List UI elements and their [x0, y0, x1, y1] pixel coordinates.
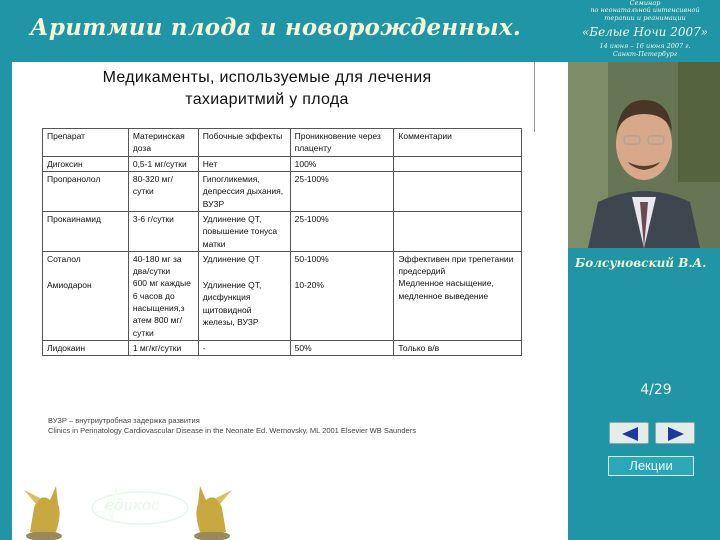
- cell-drug-amiodarone: Амиодарон: [47, 280, 92, 291]
- conference-info: [570, 0, 720, 58]
- cell-placental-sotalol: 50-100%: [294, 253, 329, 264]
- cell-placental-amiodarone: 10-20%: [294, 280, 324, 291]
- triangle-right-icon: [656, 423, 696, 445]
- cell-placental: 25-100%: [290, 211, 394, 251]
- table-title-line1: Медикаменты, используемые для лечения: [102, 69, 432, 86]
- table-title-line2: тахиаритмий у плода: [185, 90, 349, 108]
- cell-dose: 1 мг/кг/сутки: [128, 341, 198, 356]
- table-row: [43, 341, 522, 356]
- table-row: [43, 251, 522, 340]
- footnote-abbrev: ВУЗР – внутриутробная задержка развития: [48, 416, 200, 425]
- cell-comments-amiodarone: Медленное насыщение, медленное выведение: [398, 278, 494, 301]
- author-photo: [568, 62, 720, 248]
- lectures-button[interactable]: Лекции: [608, 456, 694, 476]
- footnote-reference: Clinics in Perinatology Cardiovascular Disease in the Neonate Ed. Wernovsky, ML 2001 Elsevier WB Saunders: [48, 426, 416, 436]
- slide-title-header: Аритмии плода и новорожденных.: [30, 14, 522, 41]
- table-title: [12, 67, 522, 110]
- author-portrait-image: [568, 62, 720, 248]
- logo-text: едикос: [105, 496, 160, 514]
- conference-line3: терапии и реанимации: [604, 13, 686, 22]
- cell-dose: 3-6 г/сутки: [128, 211, 198, 251]
- footer-logo-decoration: [0, 478, 568, 540]
- cell-drug: Пропранолол: [43, 171, 129, 211]
- cell-dose: 80-320 мг/сутки: [128, 171, 198, 211]
- cell-side-effects: -: [198, 341, 290, 356]
- cell-placental: 25-100%: [290, 171, 394, 211]
- cell-dose: [128, 251, 198, 340]
- cell-dose: 0,5-1 мг/сутки: [128, 156, 198, 171]
- griffin-right-icon: [194, 486, 232, 540]
- header-drug: Препарат: [43, 129, 129, 157]
- header-dose: Материнская доза: [128, 129, 198, 157]
- cell-drug: Лидокаин: [43, 341, 129, 356]
- table-row: [43, 171, 522, 211]
- cell-drug: Прокаинамид: [43, 211, 129, 251]
- griffin-left-icon: [24, 486, 62, 540]
- cell-comments-sotalol: Эффективен при трепетании предсердий: [398, 253, 514, 277]
- cell-drug: Дигоксин: [43, 156, 129, 171]
- ecg-decoration: [527, 117, 567, 147]
- cell-side-effects-amiodarone: Удлинение QT, дисфункция щитовидной железы, ВУЗР: [202, 280, 262, 328]
- cell-comments: [394, 171, 522, 211]
- cell-side-effects: [198, 251, 290, 340]
- next-slide-button[interactable]: [655, 422, 695, 444]
- cell-comments: [394, 251, 522, 340]
- table-row: [43, 156, 522, 171]
- cell-side-effects: Гипогликемия, депрессия дыхания, ВУЗР: [198, 171, 290, 211]
- cell-comments: [394, 211, 522, 251]
- cell-side-effects-sotalol: Удлинение QT: [202, 253, 260, 264]
- medications-table: [42, 128, 522, 356]
- cell-comments: Только в/в: [394, 341, 522, 356]
- conference-line1: Семинар: [629, 0, 661, 7]
- conference-city: Санкт-Петербург: [612, 49, 678, 58]
- page-indicator: 4/29: [640, 382, 672, 398]
- cell-placental: 50%: [290, 341, 394, 356]
- slide-content: [12, 62, 568, 540]
- footnotes: [48, 416, 528, 436]
- cell-dose-sotalol: 40-180 мг за два/сутки: [132, 253, 182, 277]
- table-row: [43, 211, 522, 251]
- cell-side-effects: Нет: [198, 156, 290, 171]
- prev-slide-button[interactable]: [609, 422, 649, 444]
- conference-name: «Белые Ночи 2007»: [581, 25, 709, 40]
- cell-drug: [43, 251, 129, 340]
- cell-placental: 100%: [290, 156, 394, 171]
- header-comments: Комментарии: [394, 129, 522, 157]
- conference-line2: по неонатальной интенсивной: [590, 6, 700, 15]
- cell-placental: [290, 251, 394, 340]
- conference-dates: 14 июня – 16 июня 2007 г.: [599, 42, 691, 51]
- header-side-effects: Побочные эффекты: [198, 129, 290, 157]
- cell-drug-sotalol: Соталол: [47, 253, 81, 264]
- cell-dose-amiodarone: 600 мг каждые 6 часов до насыщения,з атем 800 мг/сутки: [132, 278, 191, 338]
- table-header-row: [43, 129, 522, 157]
- author-name: Болсуновский В.А.: [575, 256, 707, 270]
- header-placental: Проникновение через плаценту: [290, 129, 394, 157]
- cell-comments: [394, 156, 522, 171]
- triangle-left-icon: [610, 423, 650, 445]
- cell-side-effects: Удлинение QT, повышение тонуса матки: [198, 211, 290, 251]
